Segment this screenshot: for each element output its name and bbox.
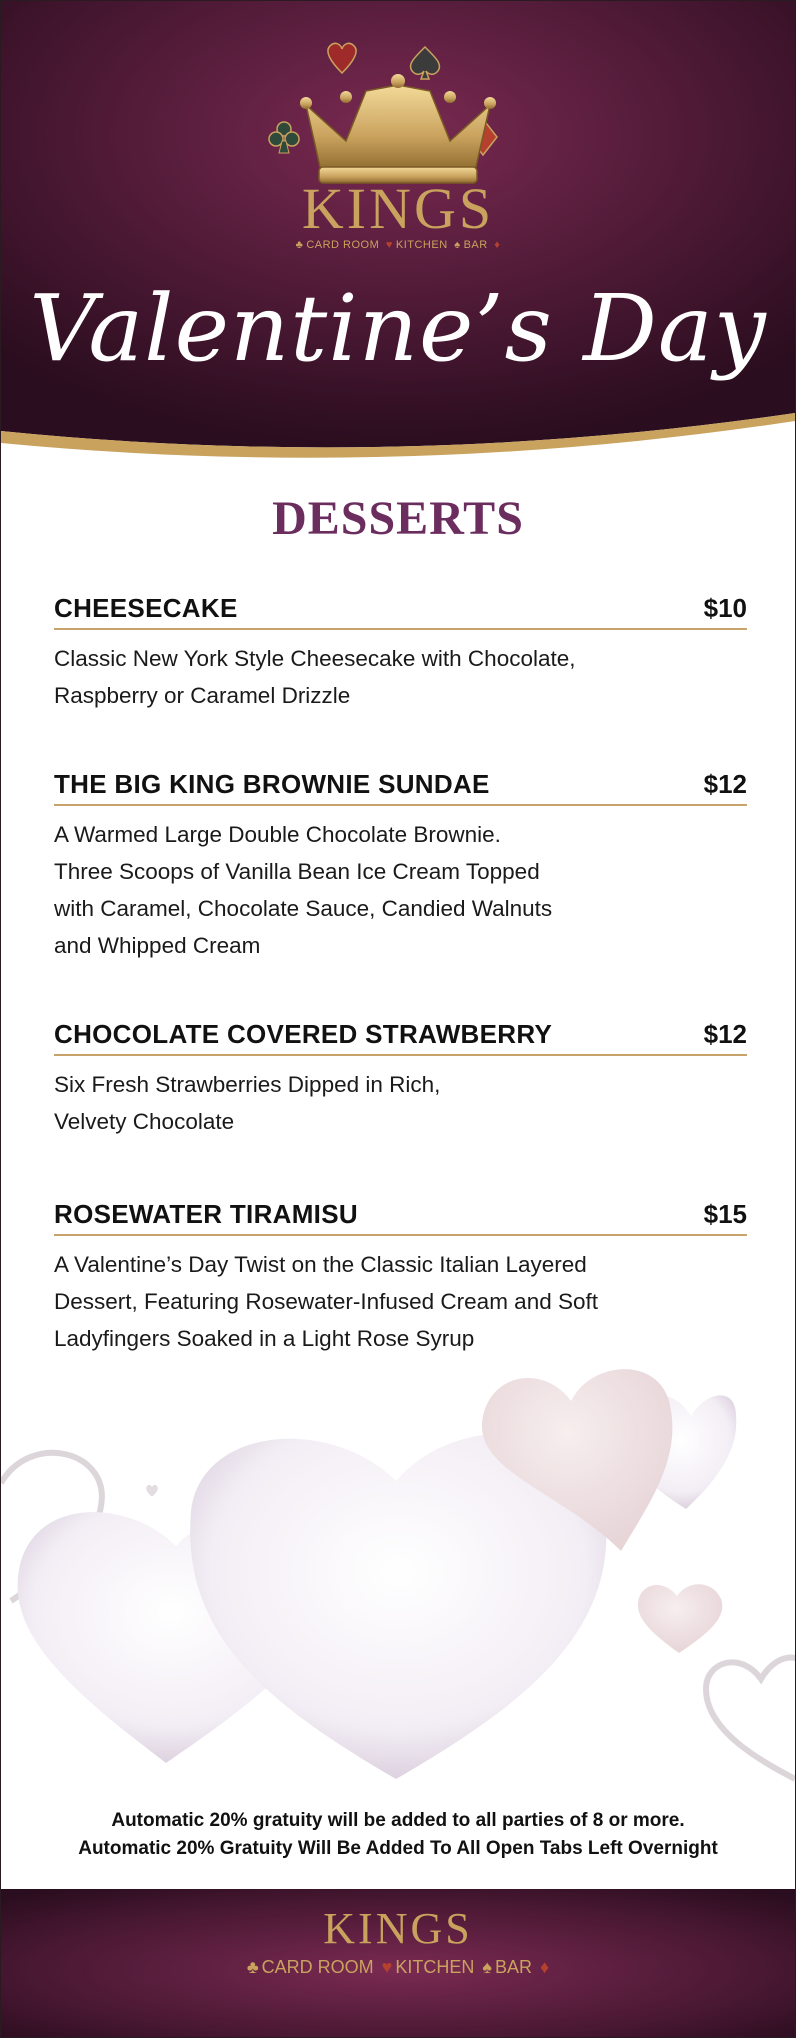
menu-item-price: $12 [703, 1019, 747, 1049]
gratuity-note: Automatic 20% gratuity will be added to all parties of 8 or more. [111, 1810, 685, 1831]
menu-item-name: ROSEWATER TIRAMISU [54, 1199, 358, 1229]
menu-item-description [54, 816, 694, 964]
brand-name: KINGS [301, 176, 495, 241]
menu-item-description [54, 1066, 694, 1140]
description-line: A Valentine’s Day Twist on the Classic Italian Layered [54, 1252, 587, 1277]
gratuity-notes [1, 1807, 795, 1863]
description-line: Six Fresh Strawberries Dipped in Rich, [54, 1072, 441, 1097]
description-line: and Whipped Cream [54, 933, 261, 958]
menu-item-header [54, 769, 747, 806]
brand-tagline [1, 239, 795, 251]
footer-tagline [1, 1957, 795, 1978]
menu-item-header [54, 1199, 747, 1236]
decorative-hearts [1, 1361, 795, 1791]
tagline-bar: BAR [494, 1957, 532, 1977]
menu-item-header [54, 1019, 747, 1056]
club-icon: ♣ [295, 239, 304, 251]
tagline-card-room: CARD ROOM [261, 1957, 374, 1977]
diamond-icon: ♦ [539, 1957, 550, 1977]
heart-outline-icon [706, 1658, 795, 1779]
menu-item [54, 1199, 747, 1357]
description-line: Raspberry or Caramel Drizzle [54, 683, 351, 708]
menu-item-name: CHOCOLATE COVERED STRAWBERRY [54, 1019, 553, 1049]
tagline-kitchen: KITCHEN [395, 239, 448, 251]
tagline-bar: BAR [463, 239, 488, 251]
header [1, 1, 795, 471]
menu-item-price: $15 [703, 1199, 747, 1229]
spade-icon: ♠ [454, 239, 461, 251]
section-title: DESSERTS [272, 492, 524, 545]
description-line: with Caramel, Chocolate Sauce, Candied Walnuts [54, 896, 553, 921]
club-icon [269, 122, 299, 153]
spade-icon: ♠ [482, 1957, 492, 1977]
page-title: Valentine’s Day [29, 275, 767, 382]
menu-item-name: THE BIG KING BROWNIE SUNDAE [54, 769, 490, 799]
description-line: Dessert, Featuring Rosewater-Infused Cream and Soft [54, 1289, 598, 1314]
menu-item-description [54, 1246, 744, 1357]
description-line: Three Scoops of Vanilla Bean Ice Cream Topped [54, 859, 540, 884]
tagline-card-room: CARD ROOM [306, 239, 380, 251]
footer [1, 1889, 795, 2037]
menu-item [54, 1019, 747, 1140]
small-heart-icon [146, 1485, 158, 1496]
menu-item [54, 593, 747, 714]
heart-icon: ♥ [385, 239, 393, 251]
description-line: Velvety Chocolate [54, 1109, 235, 1134]
spade-icon [411, 47, 440, 79]
description-line: Ladyfingers Soaked in a Light Rose Syrup [54, 1326, 475, 1351]
crown-icon [300, 74, 496, 183]
menu-item-price: $10 [703, 593, 747, 623]
menu-item-header [54, 593, 747, 630]
heart-icon [328, 43, 356, 73]
club-icon: ♣ [246, 1957, 259, 1977]
diamond-icon: ♦ [494, 239, 501, 251]
tagline-kitchen: KITCHEN [395, 1957, 475, 1977]
footer-brand-name: KINGS [323, 1904, 473, 1953]
small-pink-heart-icon [638, 1584, 722, 1653]
kings-logo [1, 41, 795, 191]
menu-item [54, 769, 747, 964]
description-line: A Warmed Large Double Chocolate Brownie. [54, 822, 501, 847]
menu-item-name: CHEESECAKE [54, 593, 238, 623]
menu-item-description [54, 640, 694, 714]
description-line: Classic New York Style Cheesecake with Chocolate, [54, 646, 576, 671]
menu-item-price: $12 [703, 769, 747, 799]
gratuity-note: Automatic 20% Gratuity Will Be Added To All Open Tabs Left Overnight [78, 1838, 718, 1859]
heart-icon: ♥ [381, 1957, 393, 1977]
